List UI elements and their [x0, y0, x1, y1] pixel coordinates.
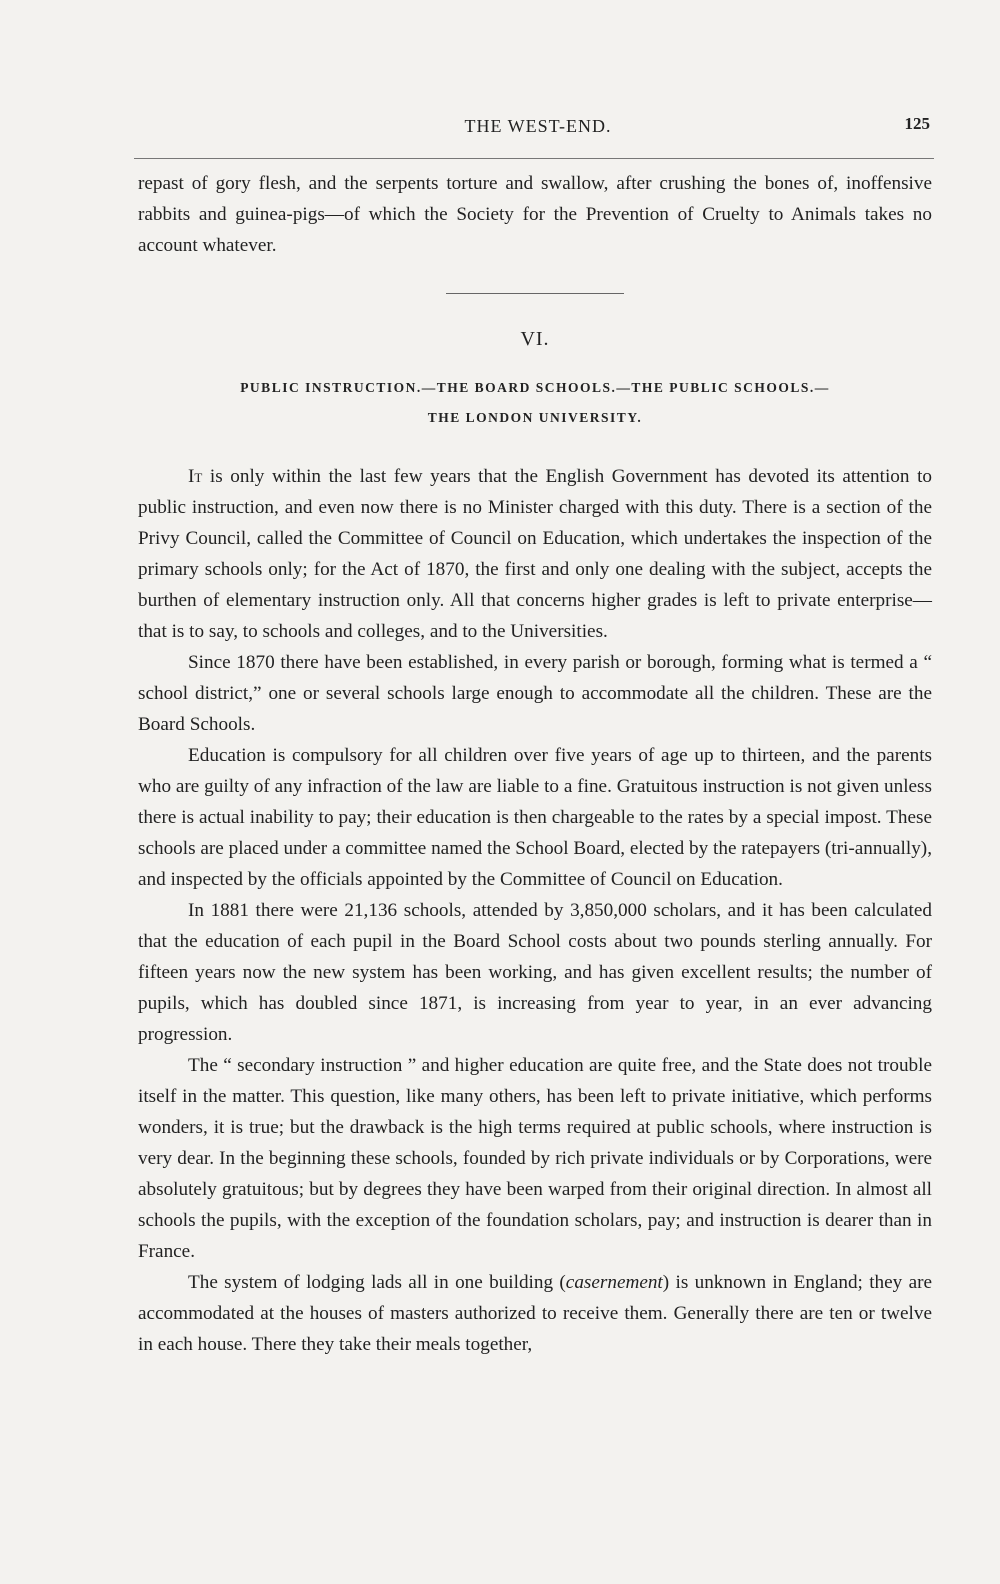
section-separator: [446, 293, 624, 294]
paragraph-1: [138, 461, 932, 647]
chapter-number: VI.: [520, 328, 550, 350]
paragraph-6-text-a: The system of lodging lads all in one building (: [188, 1272, 566, 1293]
continuation-paragraph: repast of gory flesh, and the serpents torture and swallow, after crushing the bones of, inoffensive rabbits and guinea-pigs—of which the Society for the Prevention of Cruelty to Animals takes no account whatever.: [138, 173, 932, 256]
paragraph-6-text-b: ) is unknown in England; they are accommodated at the houses of masters authorized to receive them. Generally there are ten or twelve in each house. There they take their meals together,: [138, 1272, 933, 1355]
paragraph-6: [138, 1267, 932, 1360]
chapter-heading: [138, 373, 932, 433]
paragraph-4: In 1881 there were 21,136 schools, attended by 3,850,000 scholars, and it has been calculated that the education of each pupil in the Board School costs about two pounds sterling annually. For fifteen years now the new system has been working, and has given excellent results; the number of pupils, which has doubled since 1871, is increasing from year to year, in an ever advancing progression.: [138, 900, 932, 1045]
paragraph-1-first-word: It: [188, 466, 203, 487]
paragraph-6-italic-term: casernement: [565, 1272, 663, 1293]
paragraph-5: The “ secondary instruction ” and higher education are quite free, and the State does not trouble itself in the matter. This question, like many others, has been left to private initiative, which performs wonders, it is true; but the drawback is the high terms required at public schools, where instruction is very dear. In the beginning these schools, founded by rich private individuals or by Corporations, were absolutely gratuitous; but by degrees they have been warped from their original direction. In almost all schools the pupils, with the exception of the foundation scholars, pay; and instruction is dearer than in France.: [138, 1055, 932, 1262]
page-number: 125: [904, 114, 930, 133]
chapter-heading-line-1: PUBLIC INSTRUCTION.—THE BOARD SCHOOLS.—THE PUBLIC SCHOOLS.—: [240, 380, 830, 395]
running-head: [138, 112, 938, 142]
paragraph-1-text: is only within the last few years that the English Government has devoted its attention to public instruction, and even now there is no Minister charged with this duty. There is a section of the Privy Council, called the Committee of Council on Education, which undertakes the inspection of the primary schools only; for the Act of 1870, the first and only one dealing with the subject, accepts the burthen of elementary instruction only. All that concerns higher grades is left to private enterprise—that is to say, to schools and colleges, and to the Universities.: [138, 466, 932, 642]
page-body: [138, 168, 932, 1360]
header-rule: [134, 158, 934, 159]
chapter-heading-line-2: THE LONDON UNIVERSITY.: [427, 410, 643, 425]
paragraph-3: Education is compulsory for all children over five years of age up to thirteen, and the parents who are guilty of any infraction of the law are liable to a fine. Gratuitous instruction is not given unless there is actual inability to pay; their education is then chargeable to the rates by a special impost. These schools are placed under a committee named the School Board, elected by the ratepayers (tri-annually), and inspected by the officials appointed by the Committee of Council on Education.: [138, 745, 932, 890]
paragraph-2: Since 1870 there have been established, in every parish or borough, forming what is termed a “ school district,” one or several schools large enough to accommodate all the children. These are the Board Schools.: [138, 652, 932, 735]
running-title: THE WEST-END.: [464, 116, 612, 136]
